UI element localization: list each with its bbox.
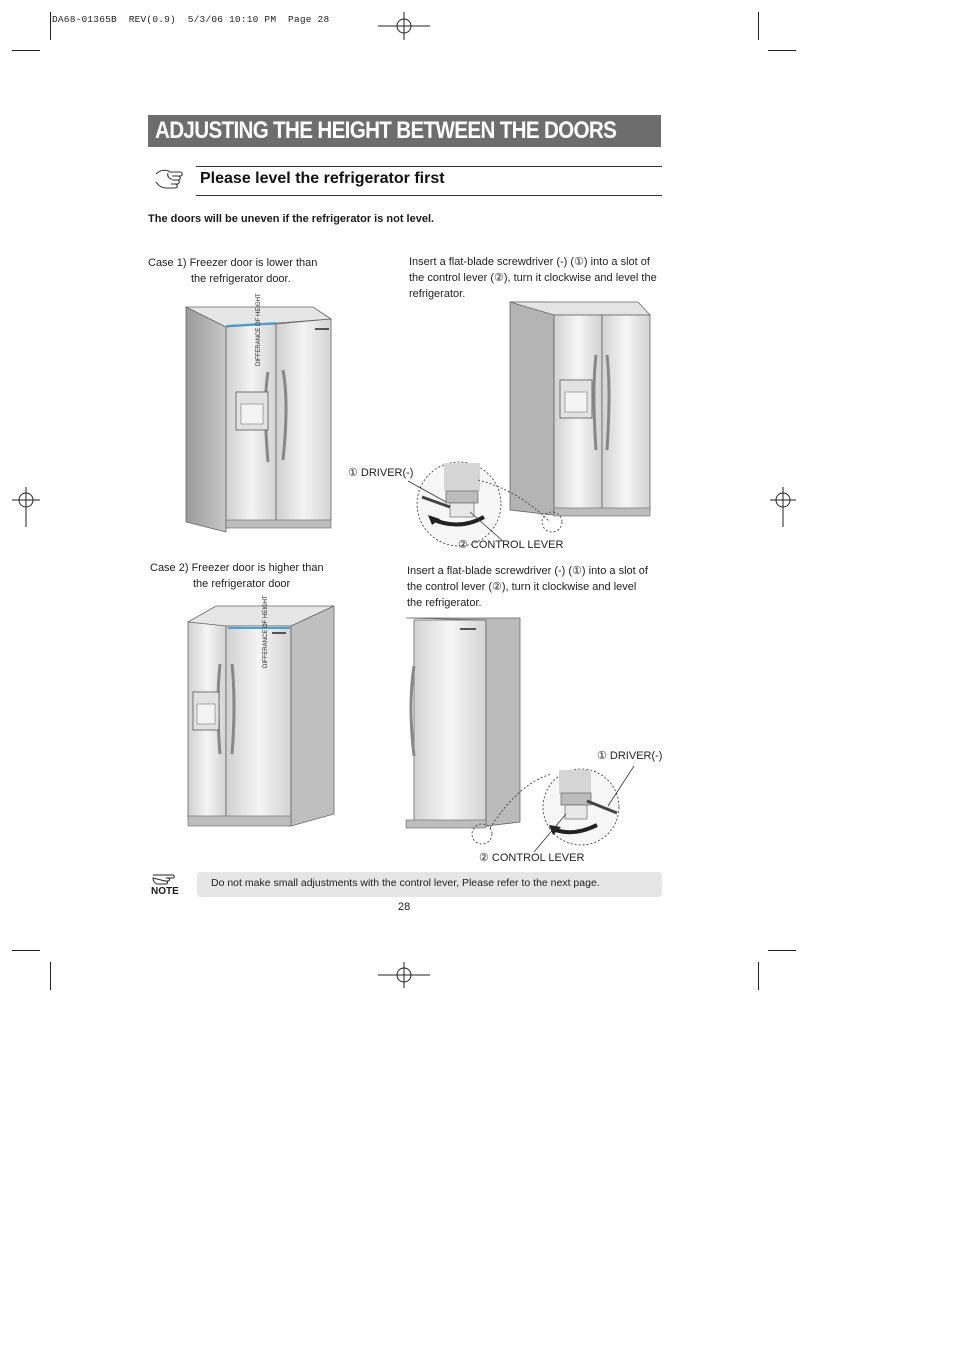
- case1-label: Case 1) Freezer door is lower than the refrigerator door.: [148, 257, 318, 285]
- case2-lever-callout: ② CONTROL LEVER: [479, 852, 585, 864]
- case1-lever-callout: ② CONTROL LEVER: [458, 539, 564, 551]
- subheading-bottom-rule: [196, 195, 662, 196]
- case2-height-label-wrap: [259, 595, 271, 670]
- note-text: Do not make small adjustments with the control lever, Please refer to the next page.: [211, 877, 600, 889]
- subheading-top-rule: [196, 166, 662, 167]
- case2-instruction: Insert a flat-blade screwdriver (-) (①) into a slot of the control lever (②), turn it clockwise and level the refrigerator.: [407, 565, 648, 609]
- case2-height-label: DIFFERANCE OF HEIGHT: [263, 595, 269, 668]
- subheading: Please level the refrigerator first: [200, 170, 445, 187]
- case1-instruction: Insert a flat-blade screwdriver (-) (①) into a slot of the control lever (②), turn it clockwise and level the refrigerator.: [409, 256, 657, 300]
- pointing-hand-icon: [154, 164, 186, 194]
- pointing-finger-icon: [152, 869, 184, 885]
- page-number: 28: [398, 901, 411, 913]
- case2-callout-lines: [480, 762, 680, 862]
- case1-height-label-wrap: [252, 293, 264, 370]
- case2-label: Case 2) Freezer door is higher than the refrigerator door: [150, 562, 324, 590]
- case1-driver-callout: ① DRIVER(-): [348, 467, 414, 479]
- print-header: DA68-01365B REV(0.9) 5/3/06 10:10 PM Page 28: [52, 14, 330, 25]
- intro-text: The doors will be uneven if the refrigerator is not level.: [148, 213, 435, 225]
- case1-height-label: DIFFERANCE OF HEIGHT: [256, 293, 262, 366]
- title-bar: [148, 115, 661, 147]
- page-title: ADJUSTING THE HEIGHT BETWEEN THE DOORS: [155, 117, 617, 144]
- note-label: NOTE: [151, 886, 179, 897]
- case1-callout-lines: [408, 460, 548, 550]
- note-box: [197, 872, 662, 897]
- case2-driver-callout: ① DRIVER(-): [597, 750, 663, 762]
